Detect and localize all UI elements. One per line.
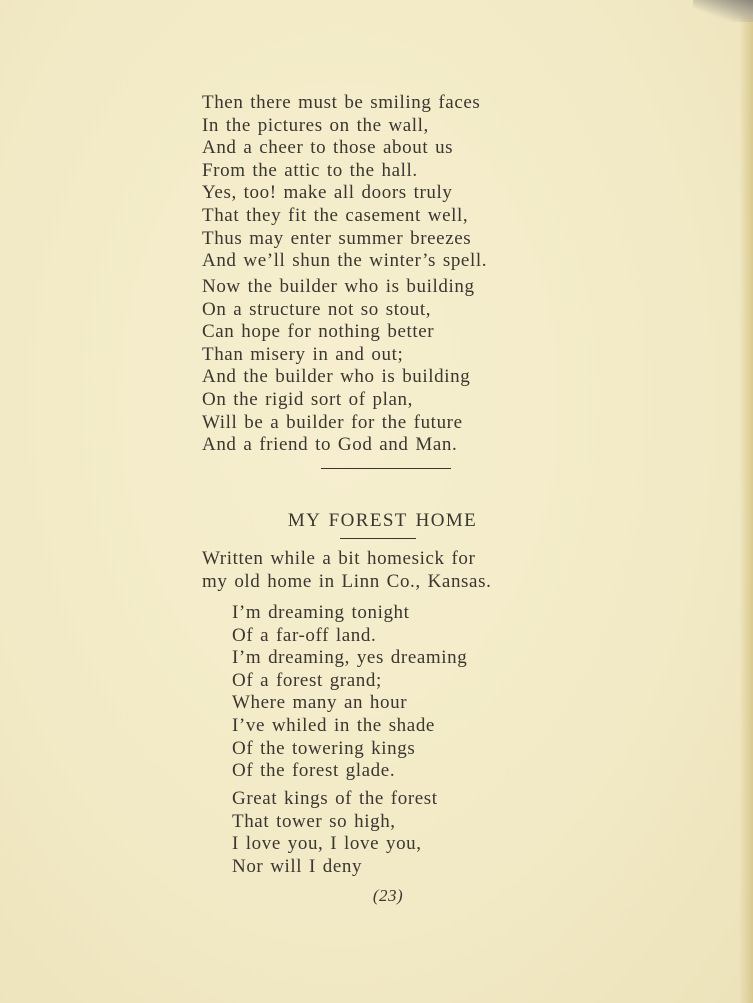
poem-line: Of a far-off land. bbox=[232, 624, 377, 646]
poem-line: Now the builder who is building bbox=[202, 276, 475, 297]
poem-line: Where many an hour bbox=[232, 692, 408, 714]
poem-line: Will be a builder for the future bbox=[202, 411, 463, 433]
page-number: (23) bbox=[372, 886, 404, 905]
poem-line: I’m dreaming, yes dreaming bbox=[232, 647, 468, 669]
poem-line: Than misery in and out; bbox=[202, 343, 404, 365]
poem-line: From the attic to the hall. bbox=[202, 159, 418, 181]
stanza-4 bbox=[232, 788, 438, 878]
poem-line: That tower so high, bbox=[232, 810, 396, 832]
stanza-3 bbox=[232, 602, 467, 783]
poem-line: And a cheer to those about us bbox=[202, 137, 454, 159]
subtitle-line: my old home in Linn Co., Kansas. bbox=[202, 570, 492, 592]
poem-line: That they fit the casement well, bbox=[202, 204, 469, 226]
poem-line: Of the towering kings bbox=[232, 737, 416, 759]
stanza-2 bbox=[202, 276, 475, 457]
page-edge bbox=[739, 0, 753, 1003]
title-underline bbox=[340, 538, 416, 539]
poem-line: On the rigid sort of plan, bbox=[202, 388, 413, 410]
poem-line: On a structure not so stout, bbox=[202, 298, 432, 320]
poem-line: Thus may enter summer breezes bbox=[202, 227, 472, 249]
poem-line: Nor will I deny bbox=[232, 855, 363, 877]
poem-subtitle bbox=[202, 548, 491, 593]
poem-line: Then there must be smiling faces bbox=[202, 92, 481, 113]
poem-line: Can hope for nothing better bbox=[202, 321, 435, 343]
section-divider bbox=[321, 468, 451, 469]
poem-line: Yes, too! make all doors truly bbox=[202, 182, 453, 204]
poem-line: I’m dreaming tonight bbox=[232, 602, 410, 623]
poem-line: And we’ll shun the winter’s spell. bbox=[202, 250, 488, 272]
poem-line: Great kings of the forest bbox=[232, 788, 438, 809]
stanza-1 bbox=[202, 92, 487, 273]
poem-line: Of a forest grand; bbox=[232, 669, 382, 691]
poem-line: Of the forest glade. bbox=[232, 760, 396, 782]
poem-line: I’ve whiled in the shade bbox=[232, 714, 435, 736]
poem-line: In the pictures on the wall, bbox=[202, 114, 429, 136]
poem-line: I love you, I love you, bbox=[232, 833, 422, 855]
poem-title: MY FOREST HOME bbox=[287, 510, 478, 531]
poem-line: And the builder who is building bbox=[202, 366, 471, 388]
subtitle-line: Written while a bit homesick for bbox=[202, 548, 476, 569]
poem-line: And a friend to God and Man. bbox=[202, 434, 458, 456]
page-corner bbox=[693, 0, 753, 22]
